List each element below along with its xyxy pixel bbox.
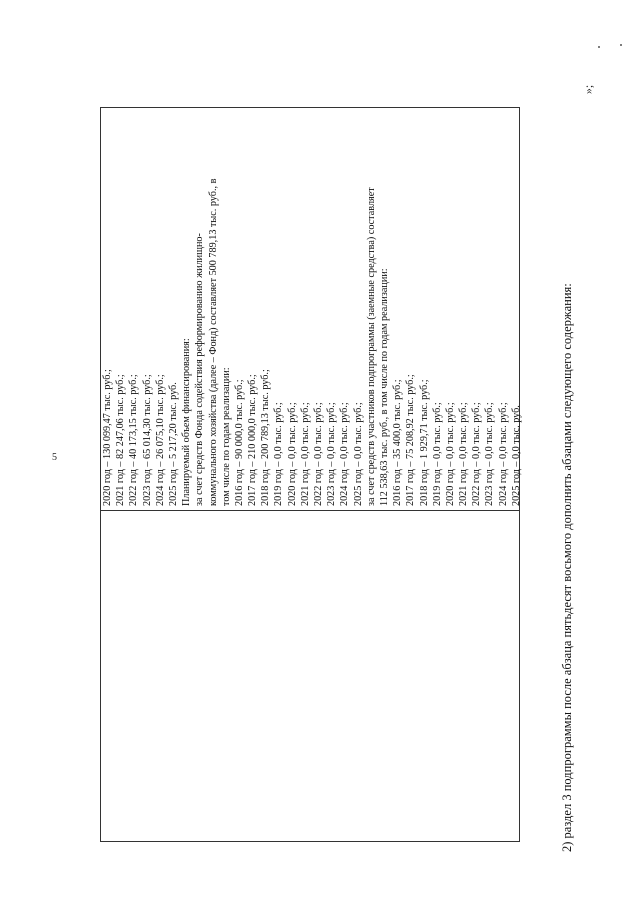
financing-line: 2023 год – 0,0 тыс. руб.; (326, 402, 338, 506)
financing-line: том числе по годам реализации: (220, 367, 232, 506)
financing-line: 2022 год – 40 173,15 тыс. руб.; (128, 374, 140, 506)
financing-line: 2020 год – 130 099,47 тыс. руб.; (102, 369, 113, 506)
financing-line: 2021 год – 0,0 тыс. руб.; (458, 402, 470, 506)
financing-line: 2021 год – 82 247,06 тыс. руб.; (115, 374, 127, 506)
financing-line: 2017 год – 210 000,0 тыс. руб.; (247, 374, 259, 506)
financing-line: 2018 год – 1 929,71 тыс. руб.; (418, 379, 430, 506)
financing-line: за счет средств участников подпрограммы (заемные средства) составляет (365, 187, 377, 506)
financing-line: 2023 год – 0,0 тыс. руб.; (484, 402, 496, 506)
financing-line: 2022 год – 0,0 тыс. руб.; (471, 402, 483, 506)
financing-line: 2024 год – 0,0 тыс. руб.; (497, 402, 509, 506)
page-number: 5 (52, 452, 57, 463)
financing-line: 2023 год – 65 014,30 тыс. руб.; (141, 374, 153, 506)
scan-speck (620, 44, 622, 46)
financing-line: 2019 год – 0,0 тыс. руб.; (273, 402, 285, 506)
financing-lines (101, 108, 523, 506)
financing-line: 2025 год – 0,0 тыс. руб.; (352, 402, 364, 506)
financing-line: 112 538,63 тыс. руб., в том числе по годам реализации: (378, 268, 390, 506)
financing-line: 2020 год – 0,0 тыс. руб.; (444, 402, 456, 506)
rotated-page-content (0, 52, 640, 852)
financing-line: 2017 год – 75 208,92 тыс. руб.; (405, 374, 417, 506)
financing-line: 2019 год – 0,0 тыс. руб.; (431, 402, 443, 506)
financing-line: 2022 год – 0,0 тыс. руб.; (313, 402, 324, 506)
amendment-paragraph: 2) раздел 3 подпрограммы после абзаца пятьдесят восьмого дополнить абзацами следующего содержания: (560, 283, 574, 852)
financing-line: 2025 год – 0,0 тыс. руб. (510, 405, 522, 506)
financing-line: 2024 год – 26 075,10 тыс. руб.; (154, 374, 166, 506)
financing-line: 2016 год – 35 400,0 тыс. руб.; (392, 379, 404, 506)
financing-line: 2024 год – 0,0 тыс. руб.; (339, 402, 351, 506)
financing-line: 2018 год – 200 789,13 тыс. руб.; (260, 369, 272, 506)
financing-line: 2025 год – 5 217,20 тыс. руб. (167, 382, 179, 506)
column-divider (101, 510, 519, 511)
financing-line: за счет средств Фонда содействия реформированию жилищно- (194, 233, 206, 506)
financing-line: коммунального хозяйства (далее – Фонд) составляет 500 789,13 тыс. руб., в (207, 178, 219, 506)
scan-speck (598, 46, 600, 48)
financing-line: Планируемый объем финансирования: (181, 338, 193, 506)
closing-quote: »; (581, 84, 596, 95)
financing-line: 2021 год – 0,0 тыс. руб.; (299, 402, 311, 506)
financing-line: 2020 год – 0,0 тыс. руб.; (286, 402, 298, 506)
financing-line: 2016 год – 90 000,0 тыс. руб.; (233, 379, 245, 506)
financing-table (100, 107, 520, 842)
